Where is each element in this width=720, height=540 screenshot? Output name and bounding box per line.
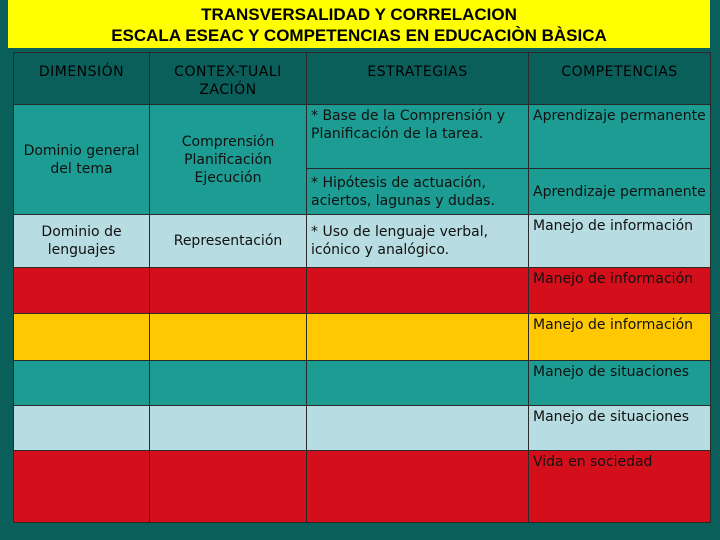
header-competencies: COMPETENCIAS xyxy=(529,53,711,105)
table-row xyxy=(14,314,711,361)
cell-empty xyxy=(150,314,307,361)
cell-competency: Manejo de información xyxy=(529,215,711,268)
cell-competency: Aprendizaje permanente xyxy=(529,169,711,215)
cell-competency: Manejo de situaciones xyxy=(529,361,711,406)
cell-empty xyxy=(307,314,529,361)
cell-competency: Manejo de situaciones xyxy=(529,406,711,451)
cell-competency: Vida en sociedad xyxy=(529,451,711,523)
cell-dimension-general: Dominio general del tema xyxy=(14,105,150,215)
header-dimension: DIMENSIÓN xyxy=(14,53,150,105)
table-row xyxy=(14,361,711,406)
title-line-2: ESCALA ESEAC Y COMPETENCIAS EN EDUCACIÒN BÀSICA xyxy=(111,26,607,45)
header-strategies: ESTRATEGIAS xyxy=(307,53,529,105)
table-row xyxy=(14,406,711,451)
table-row xyxy=(14,105,711,169)
cell-context-representation: Representación xyxy=(150,215,307,268)
cell-empty xyxy=(307,268,529,314)
cell-strategy-hypothesis: * Hipótesis de actuación, aciertos, lagunas y dudas. xyxy=(307,169,529,215)
cell-empty xyxy=(150,268,307,314)
cell-dimension-languages: Dominio de lenguajes xyxy=(14,215,150,268)
title-line-1: TRANSVERSALIDAD Y CORRELACION xyxy=(201,5,517,24)
correlation-table xyxy=(13,52,711,523)
cell-competency: Manejo de información xyxy=(529,314,711,361)
header-context xyxy=(150,53,307,105)
cell-competency: Aprendizaje permanente xyxy=(529,105,711,169)
cell-empty xyxy=(14,361,150,406)
cell-empty xyxy=(307,451,529,523)
cell-empty xyxy=(150,406,307,451)
cell-empty xyxy=(307,406,529,451)
cell-strategy-base: * Base de la Comprensión y Planificación de la tarea. xyxy=(307,105,529,169)
header-context-label: CONTEX-TUALIZACIÓN xyxy=(174,64,282,98)
cell-empty xyxy=(14,451,150,523)
cell-empty xyxy=(14,314,150,361)
cell-empty xyxy=(150,451,307,523)
table-row xyxy=(14,268,711,314)
slide-title xyxy=(8,0,710,48)
table-row xyxy=(14,215,711,268)
header-row xyxy=(14,53,711,105)
cell-context-comprehension: Comprensión Planificación Ejecución xyxy=(150,105,307,215)
cell-empty xyxy=(150,361,307,406)
cell-empty xyxy=(307,361,529,406)
cell-strategy-language-use: * Uso de lenguaje verbal, icónico y analógico. xyxy=(307,215,529,268)
table-row xyxy=(14,451,711,523)
cell-competency: Manejo de información xyxy=(529,268,711,314)
cell-empty xyxy=(14,268,150,314)
cell-empty xyxy=(14,406,150,451)
